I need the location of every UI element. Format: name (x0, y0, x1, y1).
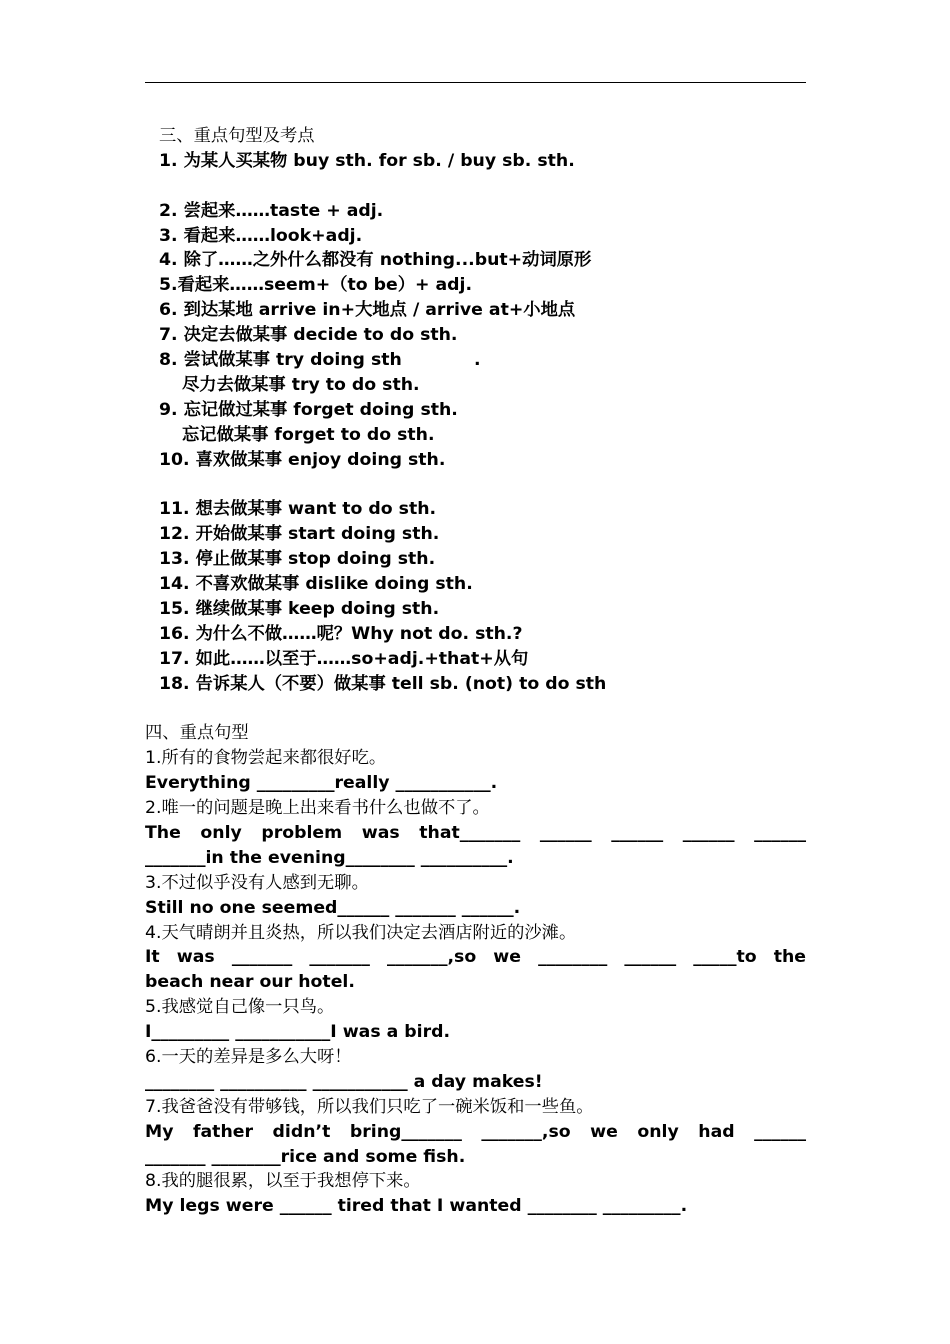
section4-heading: 四、重点句型 (145, 723, 249, 744)
document-body (145, 124, 806, 1219)
s3-item-2: 2. 尝起来……taste + adj. (159, 200, 384, 221)
q5-chinese: 5.我感觉自己像一只鸟。 (145, 997, 335, 1018)
spacer (145, 174, 806, 199)
s3-item-12: 12. 开始做某事 start doing sth. (159, 524, 440, 545)
q4-english-line2: beach near our hotel. (145, 972, 355, 993)
q4-chinese: 4.天气晴朗并且炎热，所以我们决定去酒店附近的沙滩。 (145, 922, 577, 943)
s3-item-11: 11. 想去做某事 want to do sth. (159, 499, 437, 520)
s3-item-10: 10. 喜欢做某事 enjoy doing sth. (159, 449, 446, 470)
q3-english: Still no one seemed______ _______ ______. (145, 897, 521, 918)
q6-english: ________ __________ ___________ a day makes! (145, 1071, 543, 1092)
q5-english: I_________ ___________I was a bird. (145, 1022, 451, 1043)
q2-chinese: 2.唯一的问题是晚上出来看书什么也做不了。 (145, 798, 490, 819)
s3-item-16: 16. 为什么不做……呢？Why not do. sth.? (159, 623, 523, 644)
spacer (145, 472, 806, 497)
section3-heading: 三、重点句型及考点 (159, 126, 315, 146)
s3-item-4: 4. 除了……之外什么都没有 nothing...but+动词原形 (159, 250, 592, 271)
s3-item-8-sub: 尽力去做某事 try to do sth. (182, 374, 420, 395)
header-rule (145, 82, 806, 83)
s3-item-14: 14. 不喜欢做某事 dislike doing sth. (159, 574, 473, 595)
q8-chinese: 8.我的腿很累，以至于我想停下来。 (145, 1171, 421, 1192)
q4-english-line1: It was _______ _______ _______,so we ________ ______ _____to the (145, 947, 806, 968)
s3-item-8: 8. 尝试做某事 try doing sth . (159, 350, 481, 371)
s3-item-18: 18. 告诉某人（不要）做某事 tell sb. (not) to do sth (159, 673, 607, 694)
q1-english: Everything _________really ___________. (145, 773, 498, 794)
s3-item-9-sub: 忘记做某事 forget to do sth. (182, 424, 435, 445)
q7-english-line1: My father didn’t bring_______ _______,so we only had ______ (145, 1121, 806, 1142)
q1-chinese: 1.所有的食物尝起来都很好吃。 (145, 748, 387, 769)
q2-english-line1: The only problem was that_______ ______ ______ ______ ______ (145, 822, 806, 843)
s3-item-7: 7. 决定去做某事 decide to do sth. (159, 325, 458, 346)
s3-item-1: 1. 为某人买某物 buy sth. for sb. / buy sb. sth. (159, 150, 575, 171)
q8-english: My legs were ______ tired that I wanted ________ _________. (145, 1196, 688, 1217)
q3-chinese: 3.不过似乎没有人感到无聊。 (145, 872, 369, 893)
q7-chinese: 7.我爸爸没有带够钱，所以我们只吃了一碗米饭和一些鱼。 (145, 1096, 594, 1117)
s3-item-13: 13. 停止做某事 stop doing sth. (159, 549, 436, 570)
spacer (145, 696, 806, 721)
q7-english-line2: _______ ________rice and some fish. (145, 1146, 466, 1167)
q2-english-line2: _______in the evening________ __________. (145, 847, 514, 868)
s3-item-6: 6. 到达某地 arrive in+大地点 / arrive at+小地点 (159, 300, 576, 321)
s3-item-17: 17. 如此……以至于……so+adj.+that+从句 (159, 648, 529, 669)
s3-item-15: 15. 继续做某事 keep doing sth. (159, 598, 440, 619)
s3-item-3: 3. 看起来……look+adj. (159, 225, 363, 246)
q6-chinese: 6.一天的差异是多么大呀！ (145, 1046, 352, 1067)
s3-item-9: 9. 忘记做过某事 forget doing sth. (159, 399, 458, 420)
s3-item-5: 5.看起来……seem+（to be）+ adj. (159, 275, 473, 296)
